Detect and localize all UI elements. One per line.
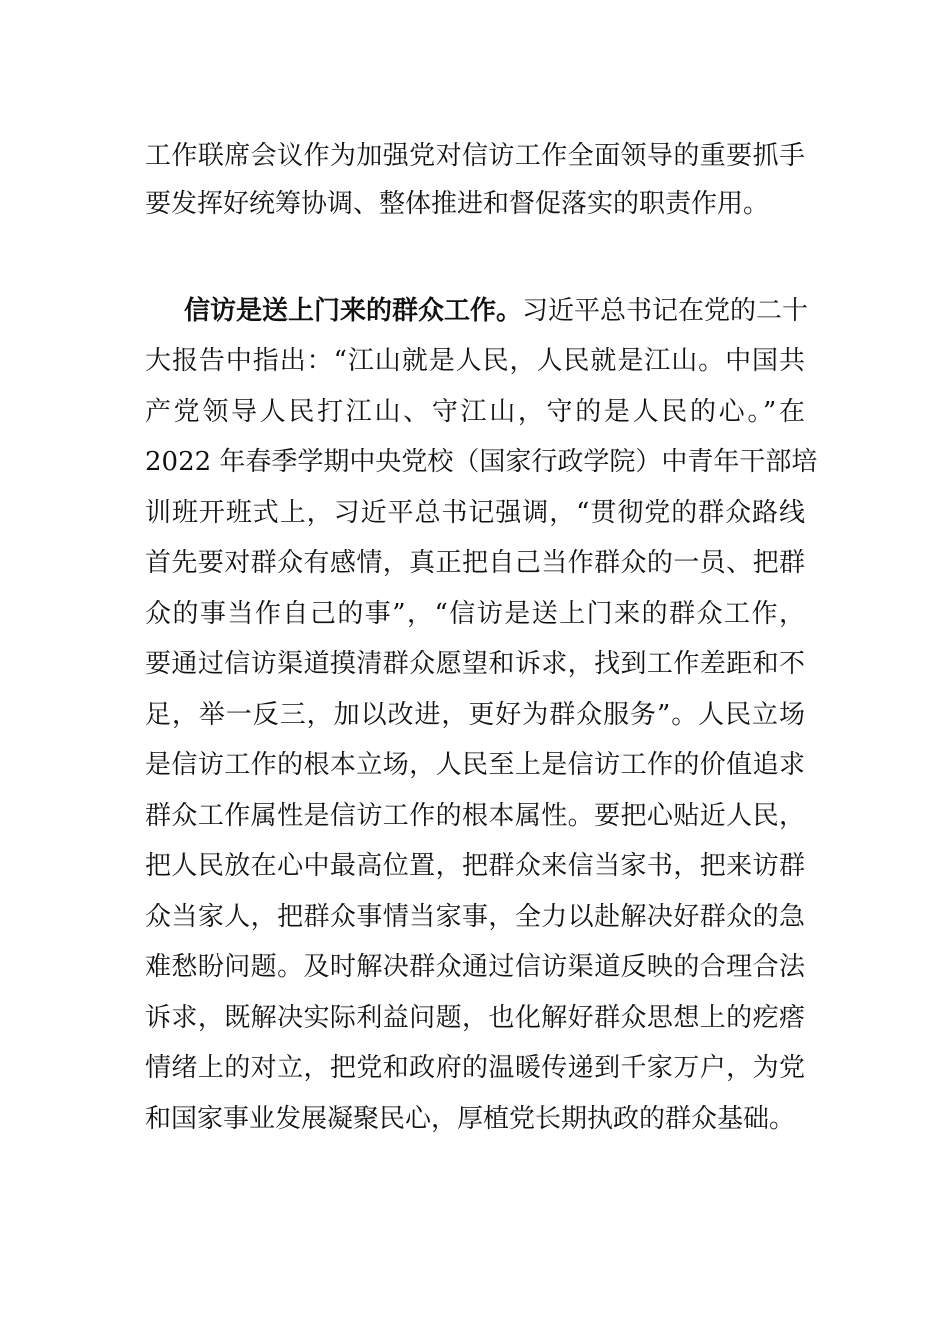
paragraph1-line-1: 工作联席会议作为加强党对信访工作全面领导的重要抓手 <box>145 141 805 171</box>
paragraph2-line: 训班开班式上，习近平总书记强调，“贯彻党的群众路线 <box>145 498 805 528</box>
paragraph2-heading: 信访是送上门来的群众工作。 <box>184 296 523 326</box>
paragraph2-line: 要通过信访渠道摸清群众愿望和诉求，找到工作差距和不 <box>145 649 805 679</box>
paragraph2-line: 难愁盼问题。及时解决群众通过信访渠道反映的合理合法 <box>145 952 805 982</box>
paragraph2-line: 产党领导人民打江山、守江山，守的是人民的心。”在 <box>145 397 805 427</box>
paragraph2-line: 足，举一反三，加以改进，更好为群众服务”。人民立场 <box>145 700 805 730</box>
paragraph2-line: 大报告中指出：“江山就是人民，人民就是江山。中国共 <box>145 346 805 376</box>
paragraph2-line: 首先要对群众有感情，真正把自己当作群众的一员、把群 <box>145 548 805 578</box>
paragraph1-line-2: 要发挥好统筹协调、整体推进和督促落实的职责作用。 <box>145 189 770 219</box>
paragraph2-line: 2022 年春季学期中央党校（国家行政学院）中青年干部培 <box>145 447 818 477</box>
paragraph2-line: 把人民放在心中最高位置，把群众来信当家书，把来访群 <box>145 851 805 881</box>
paragraph2-line: 诉求，既解决实际利益问题，也化解好群众思想上的疙瘩 <box>145 1003 805 1033</box>
paragraph2-line: 众的事当作自己的事”，“信访是送上门来的群众工作， <box>145 599 805 629</box>
paragraph2-line: 和国家事业发展凝聚民心，厚植党长期执政的群众基础。 <box>145 1104 796 1134</box>
paragraph2-line: 是信访工作的根本立场，人民至上是信访工作的价值追求 <box>145 750 805 780</box>
paragraph2-line: 众当家人，把群众事情当家事，全力以赴解决好群众的急 <box>145 902 805 932</box>
paragraph2-line-1 <box>184 293 809 329</box>
paragraph2-first-line-text: 习近平总书记在党的二十 <box>522 296 809 326</box>
paragraph2-line: 群众工作属性是信访工作的根本属性。要把心贴近人民， <box>145 801 805 831</box>
paragraph2-line: 情绪上的对立，把党和政府的温暖传递到千家万户，为党 <box>145 1053 805 1083</box>
